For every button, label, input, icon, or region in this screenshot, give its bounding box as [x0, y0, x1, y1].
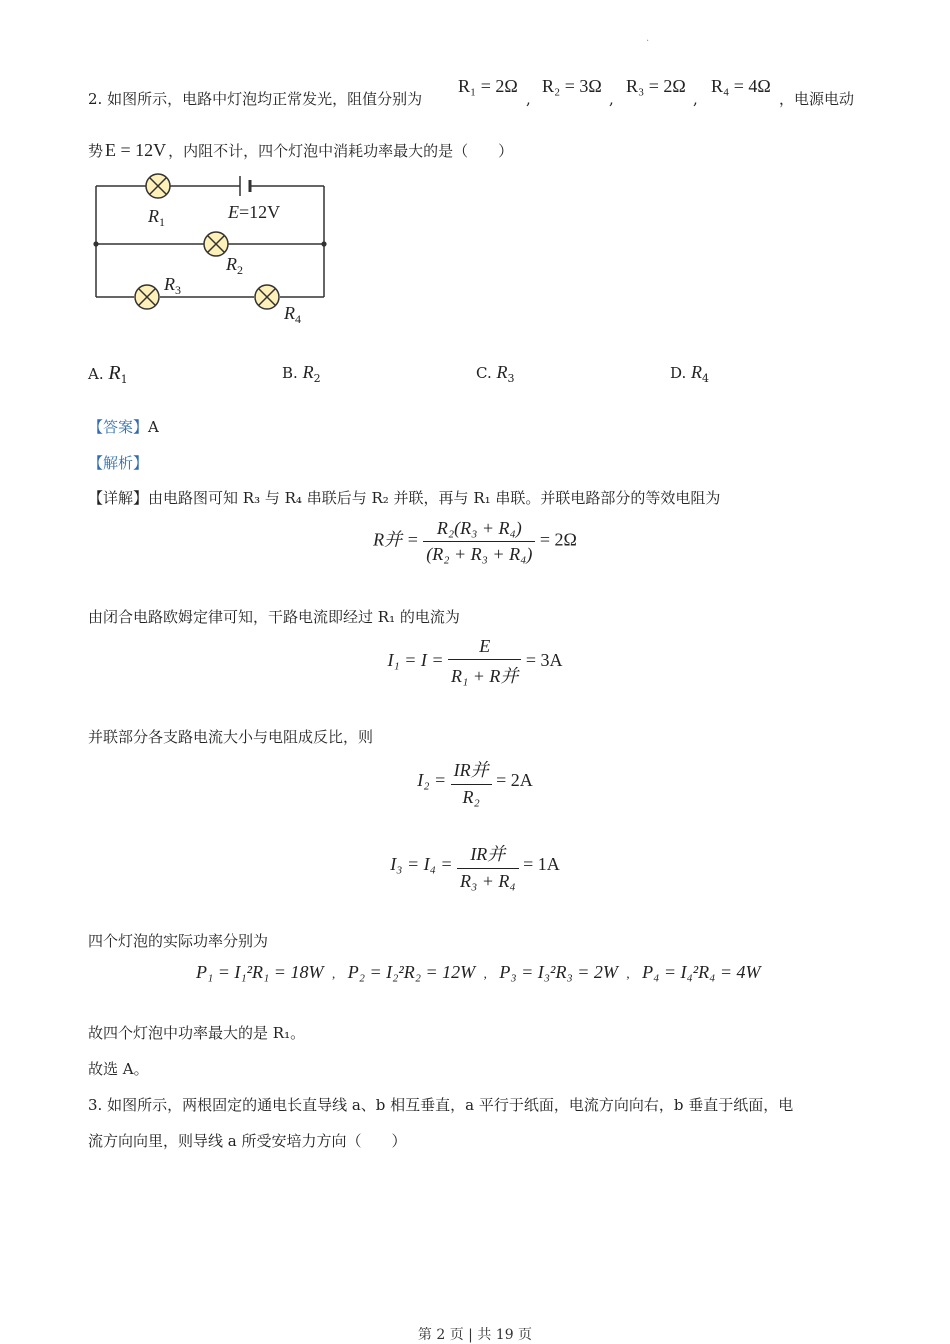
option-a[interactable]: A. $R_1$ [88, 362, 128, 386]
analysis-tag: 【解析】 [88, 454, 149, 472]
label-r1 [147, 206, 165, 229]
text-choose: 故选 A。 [88, 1060, 149, 1078]
question-3-line-2: 流方向向里，则导线 a 所受安培力方向（ ） [88, 1132, 407, 1150]
analysis-line [88, 452, 148, 473]
question-2-line-1 [88, 88, 422, 109]
text-power: 四个灯泡的实际功率分别为 [88, 932, 269, 950]
question-3-line-1: 3. 如图所示，两根固定的通电长直导线 a、b 相互垂直，a 平行于纸面，电流方向向右，b 垂直于纸面，电 [88, 1096, 794, 1114]
bulb-icon-r2 [204, 232, 228, 256]
answer-line [88, 416, 159, 437]
question-2-line-2: 势 E = 12V ，内阻不计，四个灯泡中消耗功率最大的是（ ） [88, 140, 514, 160]
equation-i3-i4: I₃ = I₄ = $\frac{\text{IR并}}{\text{R₃ + R₄}}$ = 1A [0, 840, 950, 892]
answer-tag: 【答案】 [88, 418, 149, 436]
power-p3: P₃ = I₃²R₃ = 2W [499, 962, 618, 982]
equation-parallel-resistance: R并 = $\frac{\text{R₂(R₃ + R₄)}}{\text{(R₂ + R₃ + R₄)}}$ = 2Ω [373, 518, 577, 564]
emf-value: E = 12V [105, 140, 167, 160]
power-p2: P₂ = I₂²R₂ = 12W [347, 962, 476, 982]
junction-node-right [321, 241, 326, 246]
detail-line [88, 487, 720, 508]
header-dot: · [646, 36, 650, 47]
junction-node-left [93, 241, 98, 246]
text-branch-current: 并联部分各支路电流大小与电阻成反比，则 [88, 728, 374, 746]
label-r2: $R_2$ [226, 254, 243, 277]
equation-main-current: I₁ = I = $\frac{E}{\text{R₁ + R并}}$ = 3A [387, 636, 563, 686]
option-b[interactable]: B. $R_2$ [282, 362, 321, 385]
bulb-icon-r4 [255, 285, 279, 309]
question-number: 2. [88, 90, 103, 108]
question-number: 3. [88, 1096, 103, 1114]
equation-powers: P₁ = I₁²R₁ = 18W , P₂ = I₂²R₂ = 12W , P₃ = I₃²R₃ = 2W , P₄ = I₄²R₄ = 4W [196, 962, 761, 982]
value-r2: R₂ = 3Ω [542, 76, 602, 96]
label-r1-sub: 1 [159, 215, 165, 229]
equation-i2: I₂ = $\frac{\text{IR并}}{\text{R₂}}$ = 2A [0, 756, 950, 808]
battery-icon [240, 176, 250, 196]
question-text: 如图所示，电路中灯泡均正常发光，阻值分别为 [107, 90, 423, 108]
answer-value: A [148, 418, 159, 436]
value-r1: R₁ = 2Ω [458, 76, 518, 96]
bulb-icon-r1 [146, 174, 170, 198]
option-d[interactable]: D. $R_4$ [670, 362, 710, 385]
detail-tag: 【详解】 [88, 489, 149, 507]
power-p4: P₄ = I₄²R₄ = 4W [642, 962, 761, 982]
label-emf: E=12V [228, 202, 281, 222]
detail-text: 由电路图可知 R₃ 与 R₄ 串联后与 R₂ 并联，再与 R₁ 串联。并联电路部分的等效电阻为 [148, 489, 721, 507]
question-text-cont: ，电源电动 [779, 90, 855, 108]
text-conclusion: 故四个灯泡中功率最大的是 R₁。 [88, 1024, 306, 1042]
circuit-diagram [80, 170, 340, 330]
label-r3: $R_3$ [164, 274, 181, 297]
value-r4: R₄ = 4Ω [711, 76, 771, 96]
label-r1-var: R [148, 206, 159, 226]
label-r4: $R_4$ [284, 303, 301, 326]
value-r3: R₃ = 2Ω [626, 76, 686, 96]
power-p1: P₁ = I₁²R₁ = 18W [196, 962, 324, 982]
page-footer: 第 2 页 | 共 19 页 [417, 1327, 533, 1343]
bulb-icon-r3 [135, 285, 159, 309]
option-c[interactable]: C. $R_3$ [476, 362, 515, 385]
text-ohm-law: 由闭合电路欧姆定律可知，干路电流即经过 R₁ 的电流为 [88, 608, 460, 626]
